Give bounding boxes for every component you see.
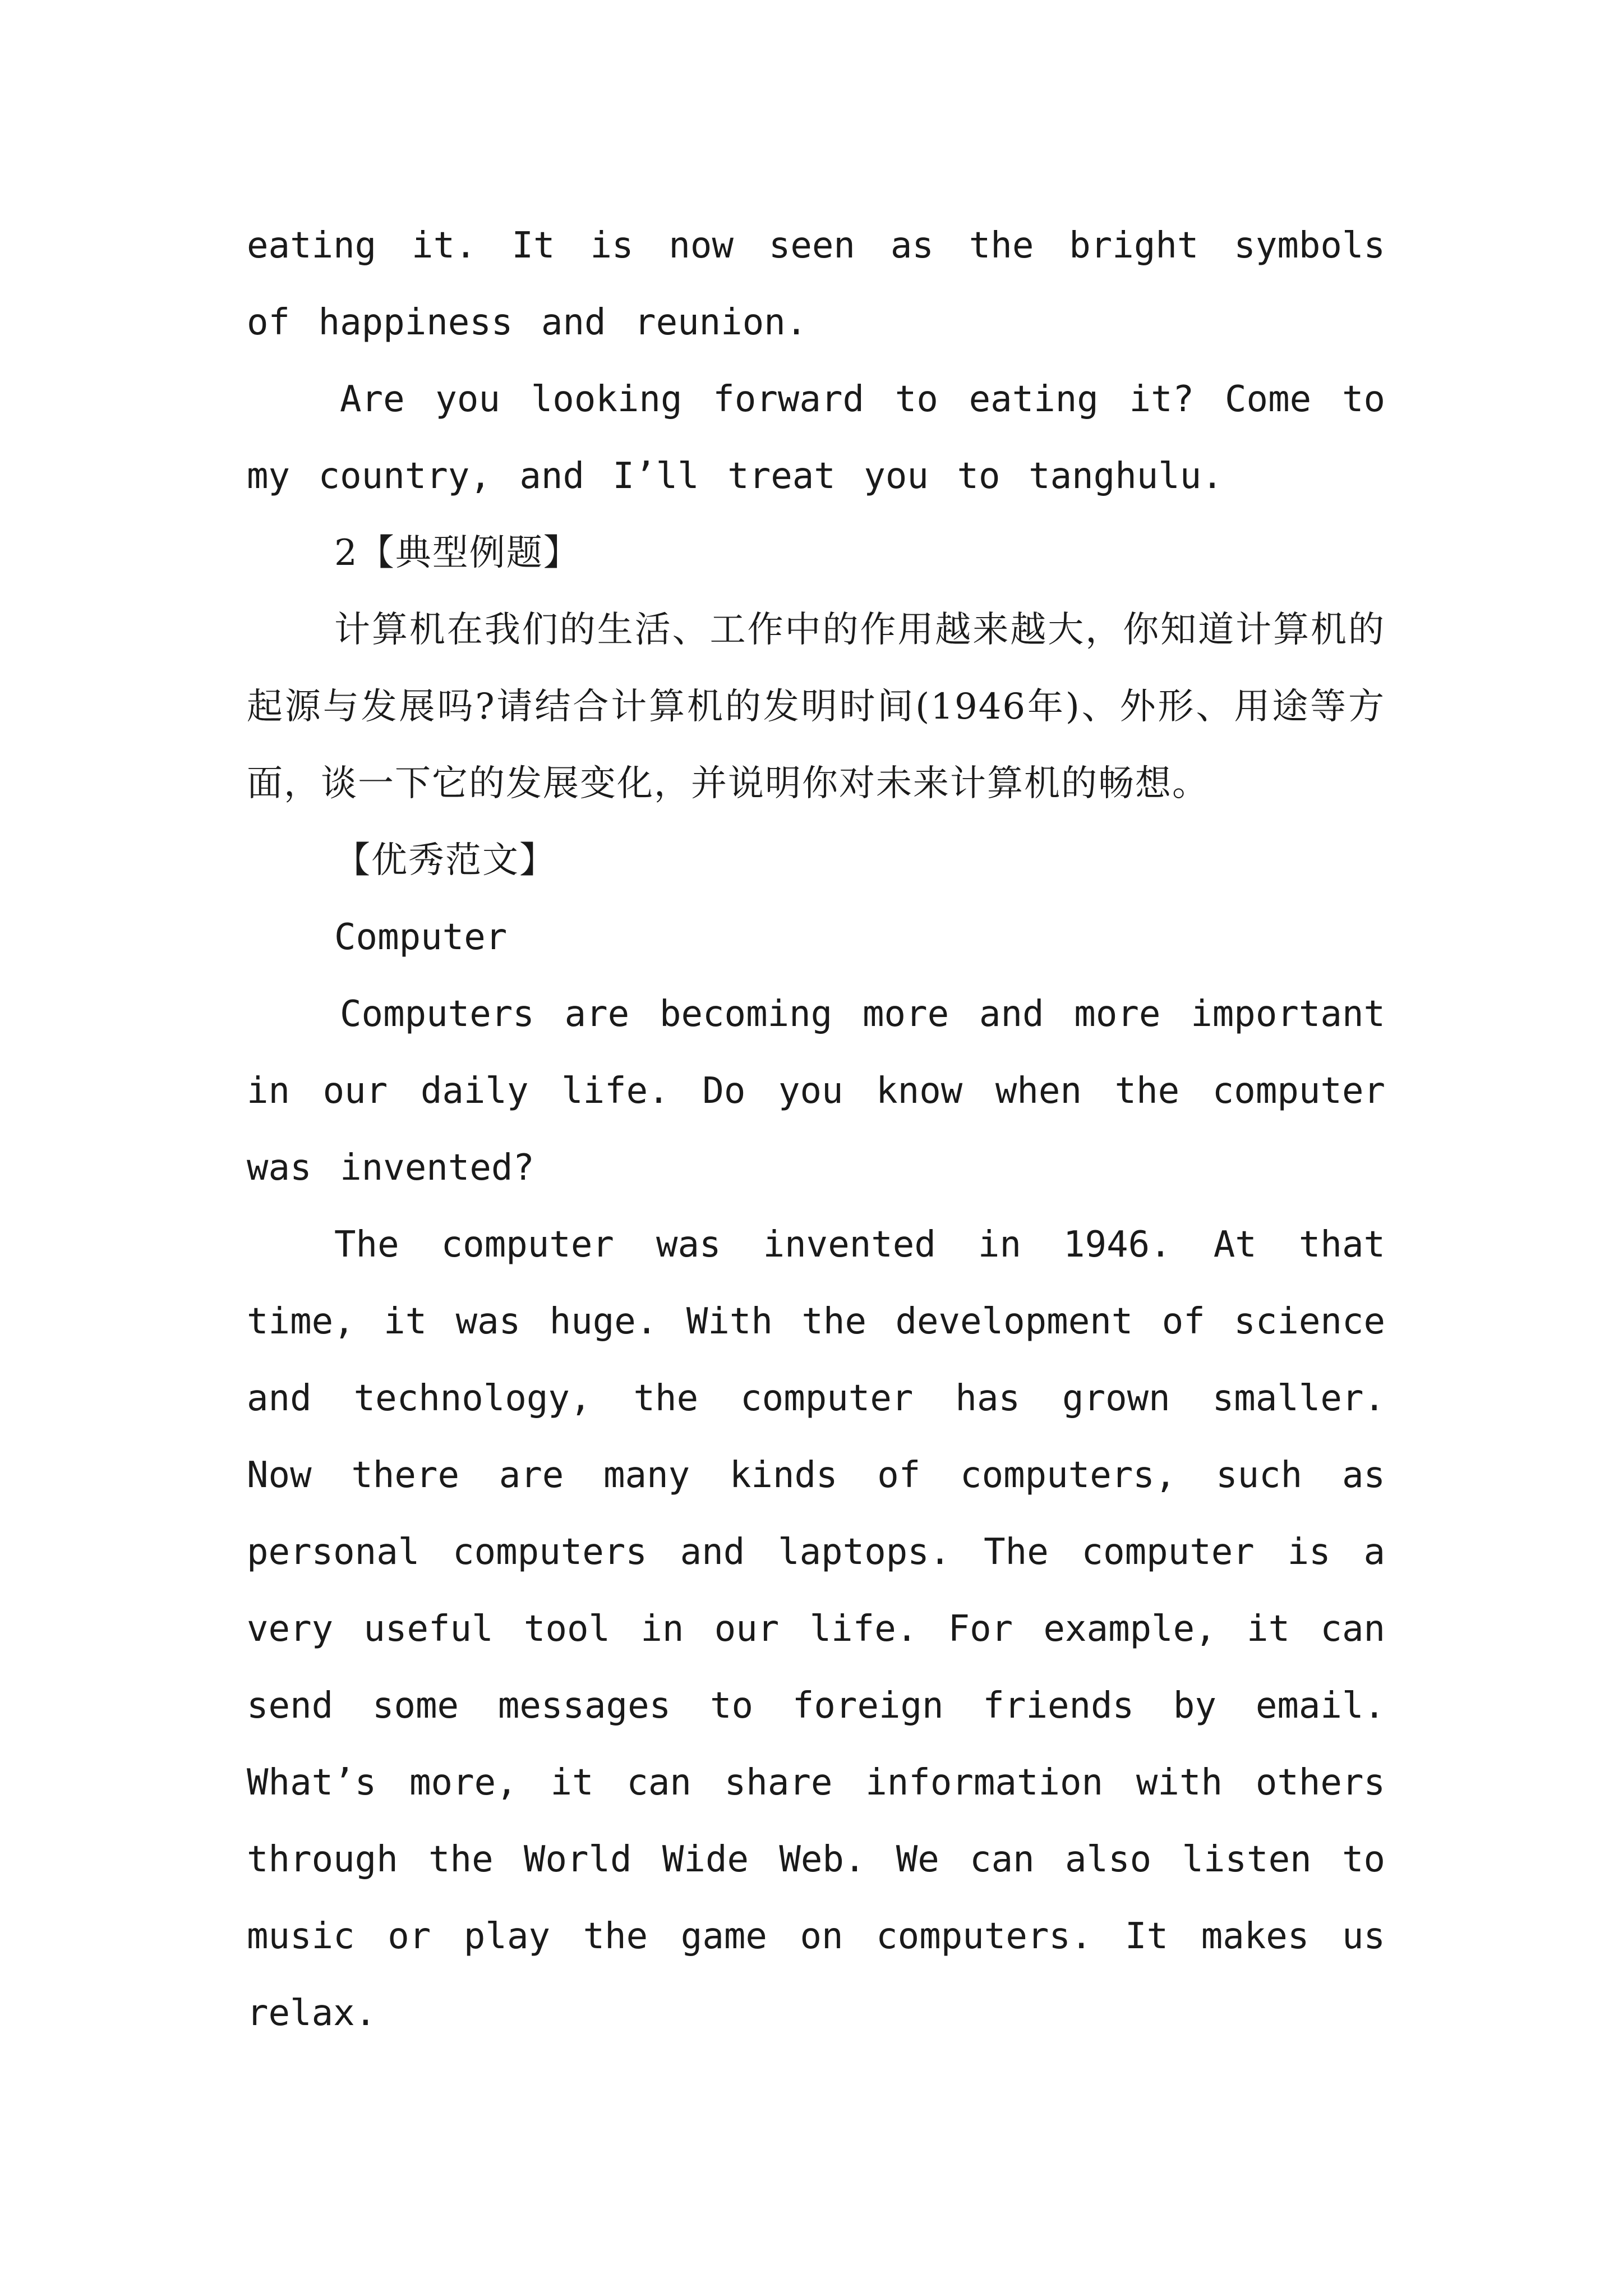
essay-title: Computer	[334, 917, 508, 958]
paragraph-continuation: eating it. It is now seen as the bright symbols of happiness and reunion.	[247, 225, 1385, 343]
essay-paragraph-body: The computer was invented in 1946. At that time, it was huge. With the development of science and technology, the computer has grown smaller. Now there are many kinds of computers, such as personal computers and laptops. The computer is a very useful tool in our life. For example, it can send some messages to foreign friends by email. What’s more, it can share information with others through the World Wide Web. We can also listen to music or play the game on computers. It makes us relax.	[247, 1224, 1385, 2034]
section-heading-sample: 【优秀范文】	[334, 840, 556, 881]
essay-paragraph-intro: Computers are becoming more and more important in our daily life. Do you know when the computer was invented?	[247, 993, 1385, 1189]
paragraph-invitation: Are you looking forward to eating it? Come to my country, and I’ll treat you to tanghulu.	[247, 379, 1385, 497]
document-page	[247, 208, 1385, 2052]
paragraph-prompt: 计算机在我们的生活、工作中的作用越来越大，你知道计算机的起源与发展吗?请结合计算机的发明时间(1946年)、外形、用途等方面，谈一下它的发展变化，并说明你对未来计算机的畅想。	[247, 609, 1385, 804]
section-heading-example: 2【典型例题】	[334, 532, 580, 574]
